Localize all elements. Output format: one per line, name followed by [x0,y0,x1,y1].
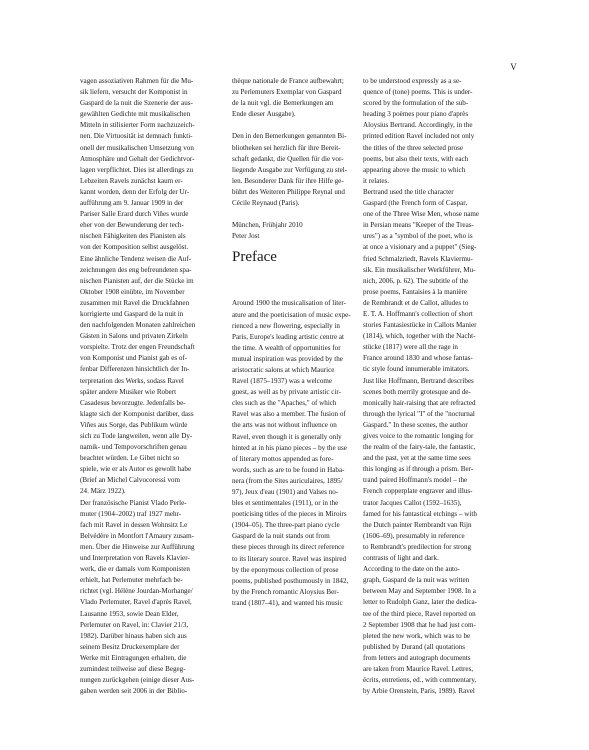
text-line: the time. A wealth of opportunities for [232,343,341,352]
text-line: by Arbie Orenstein, Paris, 1989). Ravel [363,687,475,696]
text-line: nischen Fähigkeiten des Pianisten als [80,232,186,241]
text-line: Gästen in Salons und privaten Zirkeln [80,332,188,341]
text-line: später andere Musiker wie Robert [80,387,177,396]
text-line: korrigierte und Gaspard de la nuit in [80,309,184,318]
text-line: écrits, entretiens, ed., with commentary, [363,676,477,685]
text-line: trator Jacques Callot (1592–1635), [363,498,462,507]
text-line: scored by the formulation of the sub- [363,99,469,108]
text-line: 97), Jeux d'eau (1901) and Valses no- [232,488,339,496]
text-line: Atmosphäre und Gehalt der Gedichtvor- [80,154,195,163]
text-line: prose poems, Fantaisies à la manière [363,287,468,296]
text-line: seinem Besitz Druckexemplare der [80,642,180,651]
text-line: E. T. A. Hoffmann's collection of short [363,309,473,318]
text-line: one of the Three Wise Men, whose name [363,210,480,219]
text-line: (1606–69), presumably in reference [363,531,465,540]
text-line: and the past, yet at the same time sees [363,454,471,463]
text-line: between May and September 1908. In a [363,587,476,596]
text-line: France around 1830 and whose fantas- [363,354,473,363]
text-line: und Interpretation von Ravels Klavier- [80,554,190,563]
text-line: terpretation des Werks, sodass Ravel [80,376,184,385]
text-line: these pieces through its direct reference [232,543,345,552]
text-line: Cécile Reynaud (Paris). [232,199,300,208]
text-line: richtet (vgl. Hélène Jourdan-Morhange/ [80,587,193,596]
text-line: 2 September 1908 that he had just com- [363,620,476,629]
text-line: zusammen mit Ravel die Druckfahnen [80,298,190,307]
preface-text-start [232,298,382,609]
text-line: Around 1900 the musicalisation of liter- [232,299,346,308]
text-line: Peter Jost [232,232,260,241]
text-line: Viñes aus Sorge, das Publikum würde [80,420,188,429]
text-line: namik- und Tempovorschriften genau [80,443,187,452]
text-line: cles such as the "Apaches," of which [232,399,337,408]
text-line: Just like Hoffmann, Bertrand describes [363,376,474,385]
text-line: heading 3 poèmes pour piano d'après [363,110,469,119]
text-line: bliotheken sei herzlich für ihre Bereit- [232,143,341,152]
text-line: sik liefern, versucht der Komponist in [80,88,188,97]
text-line: Aloysius Bertrand. Accordingly, in the [363,121,473,130]
text-line: Ravel was also a member. The fusion of [232,410,346,419]
text-line: pleted the new work, which was to be [363,631,471,640]
column-english-text [363,76,513,697]
text-line: through the lyrical "I" of the "nocturnal [363,409,475,418]
text-line: Gaspard." In these scenes, the author [363,420,468,429]
text-line: (Brief an Michel Calvocoressi vom [80,476,181,485]
text-line: eher von der Bewunderung der tech- [80,221,184,230]
text-line: nungen zurückgehen (einige dieser Aus- [80,676,195,685]
text-line: at once a visionary and a puppet" (Sieg- [363,243,477,252]
text-line: werk, die er damals vom Komponisten [80,565,190,574]
text-line: München, Frühjahr 2010 [232,221,303,230]
text-line: fach mit Ravel in dessen Wohnsitz Le [80,520,188,529]
text-line: Oktober 1908 einübte, im November [80,287,185,296]
text-line: contrasts of light and dark. [363,554,439,563]
text-line: According to the date on the auto- [363,565,460,574]
text-line: poems, but also their texts, with each [363,154,469,163]
text-line: 24. März 1922). [80,487,126,496]
text-line: sik. Ein musikalischer Werkführer, Mu- [363,265,476,274]
text-line: nich, 2006, p. 62). The subtitle of the [363,276,469,285]
text-line: zeichnungen des eng befreundeten spa- [80,265,192,274]
text-line: Gaspard de la nuit die Szenerie der aus- [80,99,193,108]
text-line: Lebzeiten Ravels zunächst kaum er- [80,176,183,185]
text-line: poeticising titles of the pieces in Miroirs [232,510,347,519]
text-line: Ende dieser Ausgabe). [232,110,296,119]
text-line: fenbar Differenzen hinsichtlich der In- [80,365,190,374]
text-line: rienced a new flowering, especially in [232,321,340,330]
text-line: Perlemuter on Ravel, in: Clavier 21/3, [80,620,189,629]
text-line: Belvédère in Montfort l'Amaury zusam- [80,531,194,540]
text-line: beachtet würden. Le Gibet nicht so [80,454,180,463]
text-line: thèque nationale de France aufbewahrt; [232,77,344,85]
text-line: schaft gedankt, die Quellen für die vor- [232,154,344,163]
text-line: to its literary source. Ravel was inspired [232,554,347,563]
text-line: published by Durand (all quotations [363,642,466,651]
text-line: tee of the third piece, Ravel reported on [363,609,476,618]
text-line: Werke mit Eintragungen erhalten, die [80,653,187,662]
text-line: mutual inspiration was provided by the [232,354,343,363]
text-line: of literary mottos appended as fore- [232,454,334,463]
text-line: hinted at in his piano pieces – by the use [232,443,347,452]
text-line: von der Komposition selbst ausgelöst. [80,243,189,252]
text-line: stücke (1817) were all the rage in [363,343,458,352]
german-closing-text [232,76,382,242]
text-line: trand (1807–41), and wanted his music [232,598,343,607]
text-line: len. Besonderer Dank für ihre Hilfe ge- [232,176,344,185]
text-line: by the eponymous collection of prose [232,565,339,574]
text-line: aristocratic salons at which Maurice [232,365,335,374]
text-line: den nachfolgenden Monaten zahlreichen [80,321,196,330]
text-line: spiele, wie er als Autor es gewollt habe [80,465,192,474]
text-line: Mitteln in stilisierter Form nachzuzeich- [80,121,195,130]
text-line: trand paired Hoffmann's model – the [363,476,468,485]
text-line: zu Perlemuters Exemplar von Gaspard [232,88,342,97]
text-line: vorspielte. Trotz der engen Freundschaft [80,343,195,352]
text-line: scenes both merrily grotesque and de- [363,387,471,396]
text-line: in Persian means "Keeper of the Treas- [363,221,474,230]
text-line: Ravel, even though it is generally only [232,432,342,441]
text-line: onell der musikalischen Umsetzung von [80,143,194,152]
text-line: nera (from the Sites auriculaires, 1895/ [232,476,343,485]
text-line: Ravel (1875–1937) was a welcome [232,377,333,386]
text-line: kannt worden, denn der Erfolg der Ur- [80,187,190,196]
text-line: monically hair-raising that are refracted [363,398,476,407]
text-line: by the French romantic Aloysius Ber- [232,587,339,596]
text-line: graph, Gaspard de la nuit was written [363,576,470,585]
text-line: nen. Die Virtuosität ist demnach funkti- [80,132,193,141]
text-line: fried Schmalzriedt, Ravels Klaviermu- [363,254,473,263]
text-line: the Dutch painter Rembrandt van Rijn [363,520,472,529]
text-line: stories Fantasiestücke in Callots Manier [363,321,477,330]
text-line: gaben werden seit 2006 in der Biblio- [80,687,188,696]
text-line: bles et sentimentales (1911), or in the [232,499,339,508]
text-line: tic style found innumerable imitators. [363,365,470,374]
text-line: gives voice to the romantic longing for [363,432,474,440]
text-line: erhielt, hat Perlemuter mehrfach be- [80,576,183,585]
text-line: guest, as well as by private artistic cir- [232,388,341,397]
text-line: klagte sich der Komponist darüber, dass [80,409,194,418]
page-number: V [510,62,517,72]
text-line: Den in den Bemerkungen genannten Bi- [232,132,347,141]
text-line: ures") as a "symbol of the poet, who is [363,232,473,241]
text-line: Vlado Perlemuter, Ravel d'après Ravel, [80,598,192,607]
text-line: Eine ähnliche Tendenz weisen die Auf- [80,254,192,263]
text-line: gewählten Gedichte mit musikalischen [80,110,191,119]
text-line: Paris, Europe's leading artistic centre at [232,332,344,341]
text-line: appearing above the music to which [363,165,466,174]
text-line: bührt des Weiteren Philippe Reynal und [232,187,345,196]
text-line: Gaspard de la nuit stands out from [232,532,330,541]
column-2 [232,76,382,609]
text-line: the arts was not without influence on [232,421,337,430]
text-line: zumindest teilweise auf diese Begeg- [80,664,186,673]
text-line: this longing as if through a prism. Ber- [363,465,474,474]
text-line: printed edition Ravel included not only [363,132,475,141]
text-line: (1904–05). The three-part piano cycle [232,521,340,530]
text-line: famed for his fantastical etchings – with [363,509,477,518]
text-line: are taken from Maurice Ravel. Lettres, [363,664,474,673]
text-line: von Komponist und Pianist gab es of- [80,354,188,363]
text-line: men. Über die Hinweise zur Aufführung [80,542,195,551]
text-line: to be understood expressly as a se- [363,77,462,85]
paragraph-gap [232,120,382,131]
text-line: 1982). Darüber hinaus haben sich aus [80,631,187,640]
text-line: words, such as are to be found in Haba- [232,465,345,474]
text-line: ature and the poeticisation of music expe- [232,310,351,319]
text-line: Gaspard (the French form of Caspar, [363,199,468,208]
column-german-text-1 [80,76,230,697]
text-line: letter to Rudolph Ganz, later the dedica- [363,598,478,607]
text-line: it relates. [363,176,389,185]
text-line: poems, published posthumously in 1842, [232,576,349,585]
text-line: the realm of the fairy-tale, the fantastic, [363,443,476,452]
text-line: de Rembrandt et de Callot, alludes to [363,298,469,307]
text-line: nischen Pianisten auf, der die Stücke im [80,276,194,285]
text-line: liegende Ausgabe zur Verfügung zu stel- [232,165,348,174]
text-line: the titles of the three selected prose [363,143,464,152]
text-line: muter (1904–2002) traf 1927 mehr- [80,509,182,518]
text-line: Lausanne 1953, sowie Dean Elder, [80,609,179,618]
text-line: Pariser Salle Erard durch Viñes wurde [80,210,189,219]
text-line: French copperplate engraver and illus- [363,487,473,496]
paragraph-gap [232,209,382,220]
text-line: quence of (tone) poems. This is under- [363,88,473,97]
text-line: aufführung am 9. Januar 1909 in der [80,199,184,208]
text-line: de la nuit vgl. die Bemerkungen am [232,99,334,108]
text-line: Der französische Pianist Vlado Perle- [80,498,187,507]
text-line: Casadesus bevorzugte. Jedenfalls be- [80,398,186,407]
text-line: lagen verpflichtet. Dies ist allerdings zu [80,165,194,174]
text-line: vagen assoziativen Rahmen für die Mu- [80,77,194,85]
text-line: to Rembrandt's predilection for strong [363,542,472,551]
text-line: sich zu Tode langweilen, wenn alle Dy- [80,432,193,440]
text-line: (1814), which, together with the Nacht- [363,332,476,341]
text-line: Bertrand used the title character [363,187,454,196]
preface-heading: Preface [232,249,277,266]
text-line: from letters and autograph documents [363,653,471,662]
